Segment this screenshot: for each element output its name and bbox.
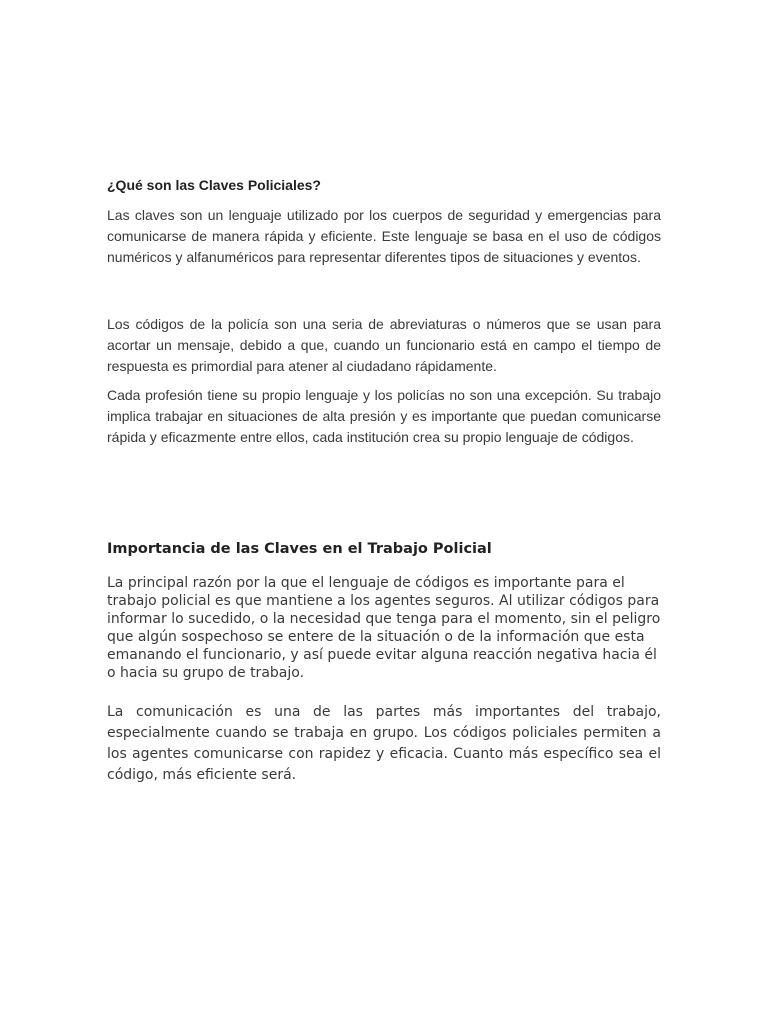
section-claves-policiales <box>107 175 661 448</box>
section-importancia <box>107 539 661 786</box>
paragraph-profession-language: Cada profesión tiene su propio lenguaje y los policías no son una excepción. Su trabajo implica trabajar en situaciones de alta presión y es importante que puedan comunicarse rápida y eficazmente entre ellos, cada institución crea su propio lenguaje de códigos. <box>107 387 661 445</box>
paragraph-intro: Las claves son un lenguaje utilizado por los cuerpos de seguridad y emergencias para comunicarse de manera rápida y eficiente. Este lenguaje se basa en el uso de códigos numéricos y alfanuméricos para representar diferentes tipos de situaciones y eventos. <box>107 207 661 265</box>
paragraph-police-codes: Los códigos de la policía son una seria de abreviaturas o números que se usan para acortar un mensaje, debido a que, cuando un funcionario está en campo el tiempo de respuesta es primordial para atener al ciudadano rápidamente. <box>107 316 661 374</box>
section-title: ¿Qué son las Claves Policiales? <box>107 177 321 193</box>
section-title: Importancia de las Claves en el Trabajo Policial <box>107 541 492 557</box>
paragraph-communication: La comunicación es una de las partes más importantes del trabajo, especialmente cuando se trabaja en grupo. Los códigos policiales permiten a los agentes comunicarse con rapidez y eficacia. Cuanto más específico sea el código, más eficiente será. <box>107 704 661 783</box>
paragraph-main-reason: La principal razón por la que el lenguaje de códigos es importante para el trabajo policial es que mantiene a los agentes seguros. Al utilizar códigos para informar lo sucedido, o la necesidad que tenga para el momento, sin el peligro que algún sospechoso se entere de la situación o de la información que esta emanando el funcionario, y así puede evitar alguna reacción negativa hacia él o hacia su grupo de trabajo. <box>107 575 661 681</box>
